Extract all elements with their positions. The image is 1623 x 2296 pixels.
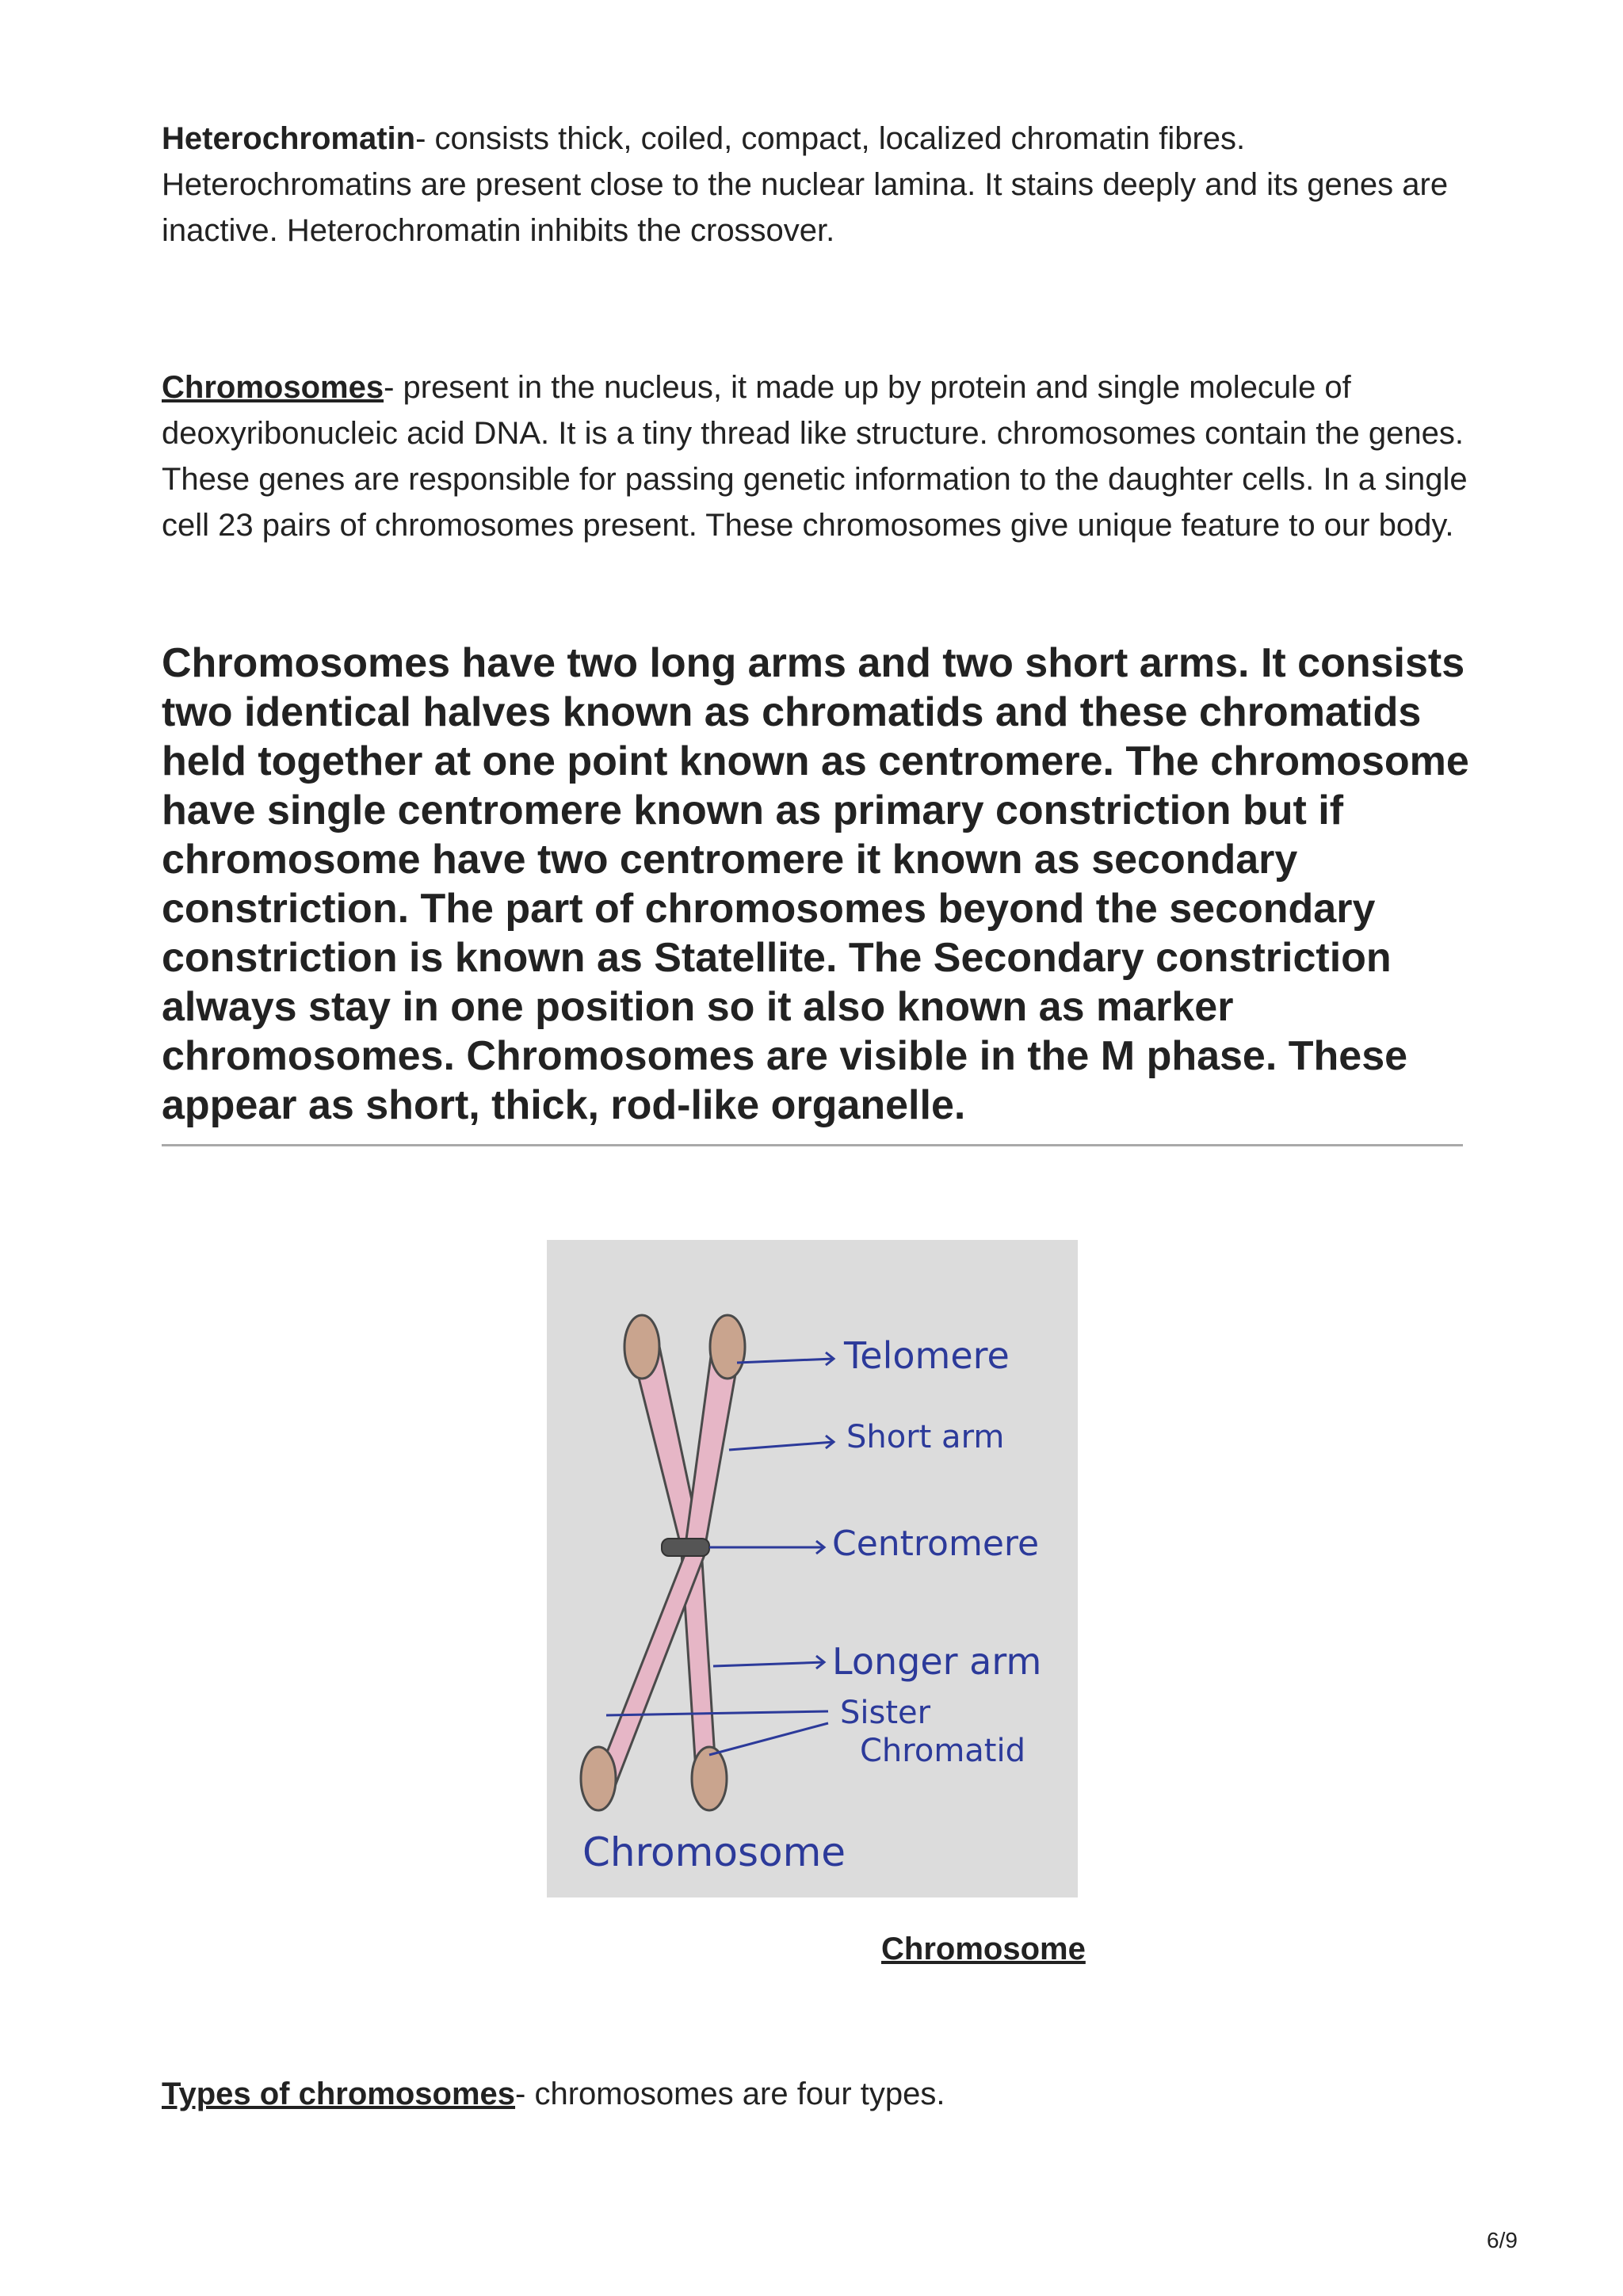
label-chromosome-title: Chromosome — [582, 1829, 846, 1875]
types-paragraph — [162, 2071, 1477, 2117]
horizontal-divider — [162, 1144, 1463, 1146]
page-number: 6/9 — [1487, 2228, 1518, 2252]
chromosome-structure-heading: Chromosomes have two long arms and two short arms. It consists two identical halves known as chromatids and these chromatids held together at one point known as centromere. The chromosome have single centromere known as primary constriction but if chromosome have two centromere it known as secondary constriction. The part of chromosomes beyond the secondary constriction is known as Statellite. The Secondary constriction always stay in one position so it also known as marker chromosomes. Chromosomes are visible in the M phase. These appear as short, thick, rod-like organelle. — [162, 640, 1469, 1128]
heterochromatin-paragraph — [162, 116, 1477, 254]
figure-caption: Chromosome — [881, 1932, 1086, 1966]
chromosomes-text: - present in the nucleus, it made up by protein and single molecule of deoxyribonucleic acid DNA. It is a tiny thread like structure. chromosomes contain the genes. These genes are responsible for passing genetic information to the daughter cells. In a single cell 23 pairs of chromosomes present. These chromosomes give unique feature to our body. — [162, 370, 1468, 543]
chromosomes-term: Chromosomes — [162, 370, 384, 405]
types-text: - chromosomes are four types. — [515, 2077, 945, 2111]
heterochromatin-term: Heterochromatin — [162, 121, 416, 156]
label-chromatid: Chromatid — [860, 1733, 1025, 1769]
heterochromatin-text: - consists thick, coiled, compact, localized chromatin fibres. Heterochromatins are present close to the nuclear lamina. It stains deeply and its genes are inactive. Heterochromatin inhibits the crossover. — [162, 121, 1449, 248]
chromosomes-paragraph — [162, 364, 1477, 548]
label-longer-arm: Longer arm — [832, 1640, 1042, 1683]
types-term: Types of chromosomes — [162, 2077, 516, 2111]
centromere-mark — [662, 1539, 709, 1556]
label-sister: Sister — [840, 1695, 931, 1731]
label-telomere: Telomere — [844, 1334, 1010, 1377]
label-centromere: Centromere — [832, 1524, 1040, 1564]
chromosome-diagram-image — [547, 1240, 1078, 1897]
label-short-arm: Short arm — [846, 1419, 1005, 1455]
